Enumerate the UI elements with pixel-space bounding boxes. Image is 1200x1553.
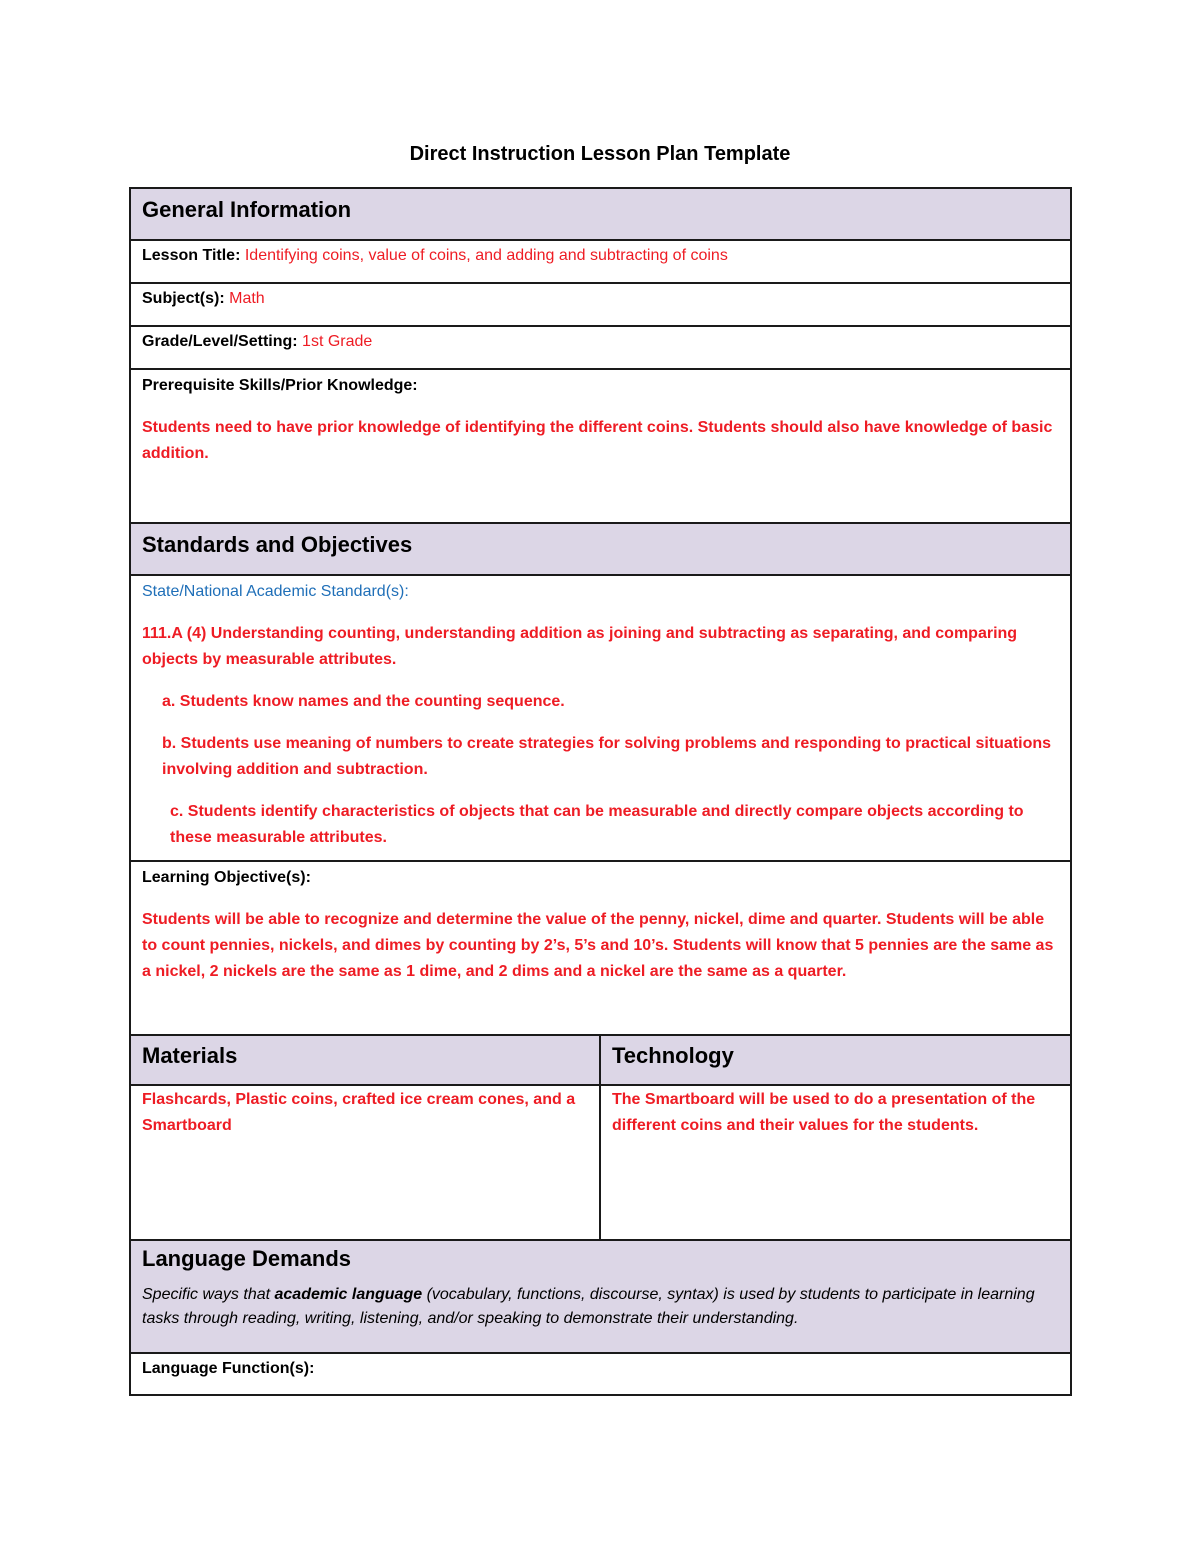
language-function-label: Language Function(s): — [142, 1360, 315, 1377]
standards-row — [130, 575, 1071, 861]
technology-heading: Technology — [612, 1043, 734, 1068]
prerequisite-row — [130, 369, 1071, 523]
language-header-row — [130, 1240, 1071, 1353]
objective-value: Students will be able to recognize and determine the value of the penny, nickel, dime and quarter. Students will be able to count pennies, nickels, and dimes by counting by 2’s, 5’s and 10’s. Students will know that 5 pennies are the same as a nickel, 2 nickels are the same as 1 dime, and 2 dims and a nickel are the same as a quarter. — [142, 911, 1054, 980]
language-desc-bold: academic language — [274, 1286, 423, 1303]
prereq-value: Students need to have prior knowledge of identifying the different coins. Students should also have knowledge of basic addition. — [142, 419, 1053, 462]
standard-c: c. Students identify characteristics of objects that can be measurable and directly compare objects according to these measurable attributes. — [170, 803, 1024, 846]
materials-technology-header-row — [130, 1035, 1071, 1085]
standards-heading: Standards and Objectives — [142, 532, 413, 557]
lesson-title-label: Lesson Title: — [142, 247, 241, 264]
language-desc-before: Specific ways that — [142, 1286, 275, 1303]
prereq-label: Prerequisite Skills/Prior Knowledge: — [142, 377, 418, 394]
materials-heading: Materials — [142, 1043, 238, 1068]
grade-value: 1st Grade — [302, 333, 373, 350]
grade-label: Grade/Level/Setting: — [142, 333, 298, 350]
page-title: Direct Instruction Lesson Plan Template — [409, 143, 791, 165]
standard-b: b. Students use meaning of numbers to create strategies for solving problems and responding to practical situations involving addition and subtraction. — [162, 735, 1052, 778]
materials-value: Flashcards, Plastic coins, crafted ice cream cones, and a Smartboard — [142, 1091, 576, 1134]
general-info-heading: General Information — [142, 197, 352, 222]
objective-row — [130, 861, 1071, 1035]
lesson-plan-table — [129, 187, 1072, 1396]
standard-label: State/National Academic Standard(s): — [142, 583, 409, 600]
technology-value: The Smartboard will be used to do a presentation of the different coins and their values for the students. — [612, 1091, 1036, 1134]
grade-row — [130, 326, 1071, 369]
language-heading: Language Demands — [142, 1246, 352, 1271]
language-desc-after: (vocabulary, functions, discourse, syntax) is used by students to participate in learning tasks through reading, writing, listening, and/or speaking to demonstrate their understanding. — [142, 1286, 1035, 1327]
standard-a: a. Students know names and the counting sequence. — [162, 693, 565, 710]
subject-value: Math — [229, 290, 265, 307]
materials-technology-row — [130, 1085, 1071, 1240]
general-info-header-row — [130, 188, 1071, 240]
standards-header-row — [130, 523, 1071, 575]
subject-label: Subject(s): — [142, 290, 225, 307]
objective-label: Learning Objective(s): — [142, 869, 311, 886]
language-description — [142, 1283, 1059, 1331]
subject-row — [130, 283, 1071, 326]
standard-main: 111.A (4) Understanding counting, understanding addition as joining and subtracting as separating, and comparing objects by measurable attributes. — [142, 625, 1018, 668]
lesson-title-value: Identifying coins, value of coins, and adding and subtracting of coins — [244, 247, 728, 264]
lesson-title-row — [130, 240, 1071, 283]
language-function-row — [130, 1353, 1071, 1395]
